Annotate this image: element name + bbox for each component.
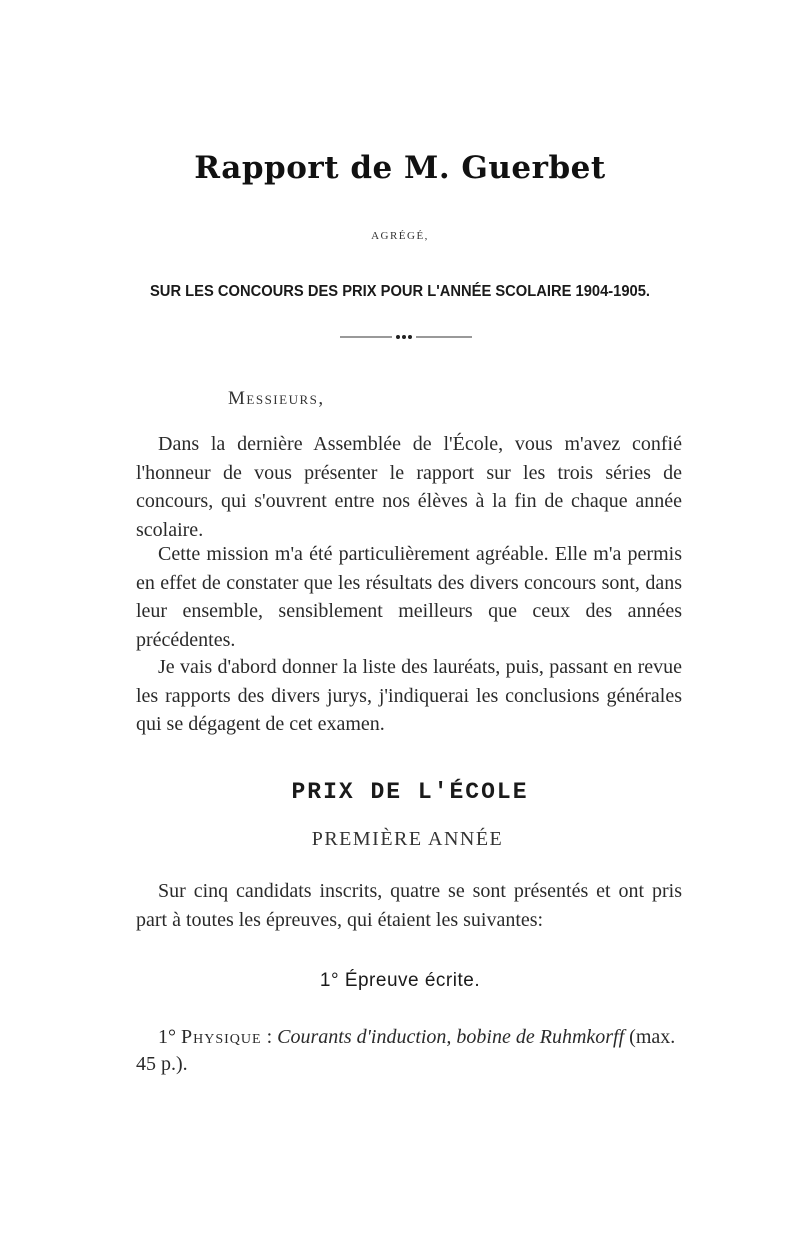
paragraph-1: Dans la dernière Assemblée de l'École, vous m'avez confié l'honneur de vous présenter le rapport sur les trois séries de concours, qui s'ouvrent entre nos élèves à la fin de chaque année scolaire. — [136, 433, 682, 541]
item-subject: Physique — [181, 1026, 262, 1048]
item-points: (max. 45 p.). — [136, 1026, 676, 1075]
ornament-divider — [340, 330, 472, 344]
report-title: Rapport de M. Guerbet — [194, 150, 606, 186]
report-subject: SUR LES CONCOURS DES PRIX POUR L'ANNÉE SCOLAIRE 1904-1905. — [149, 283, 650, 300]
salutation: Messieurs, — [228, 388, 325, 409]
test-item — [136, 1024, 682, 1078]
paragraph-2: Cette mission m'a été particulièrement agréable. Elle m'a permis en effet de constater que les résultats des divers concours sont, dans leur ensemble, sensiblement meilleurs que ceux des années précédentes. — [136, 543, 682, 651]
author-qualification: AGRÉGÉ, — [371, 230, 429, 242]
item-number: 1° — [158, 1026, 176, 1048]
section-title: PRIX DE L'ÉCOLE — [291, 779, 529, 805]
year-title: PREMIÈRE ANNÉE — [311, 828, 504, 850]
test-title: 1° Épreuve écrite. — [319, 970, 481, 991]
item-separator: : — [261, 1026, 278, 1048]
item-topic: Courants d'induction, bobine de Ruhmkorff — [277, 1026, 625, 1048]
section-intro: Sur cinq candidats inscrits, quatre se sont présentés et ont pris part à toutes les épreuves, qui étaient les suivantes: — [136, 880, 682, 931]
paragraph-3: Je vais d'abord donner la liste des lauréats, puis, passant en revue les rapports des divers jurys, j'indiquerai les conclusions générales qui se dégagent de cet examen. — [136, 656, 682, 736]
